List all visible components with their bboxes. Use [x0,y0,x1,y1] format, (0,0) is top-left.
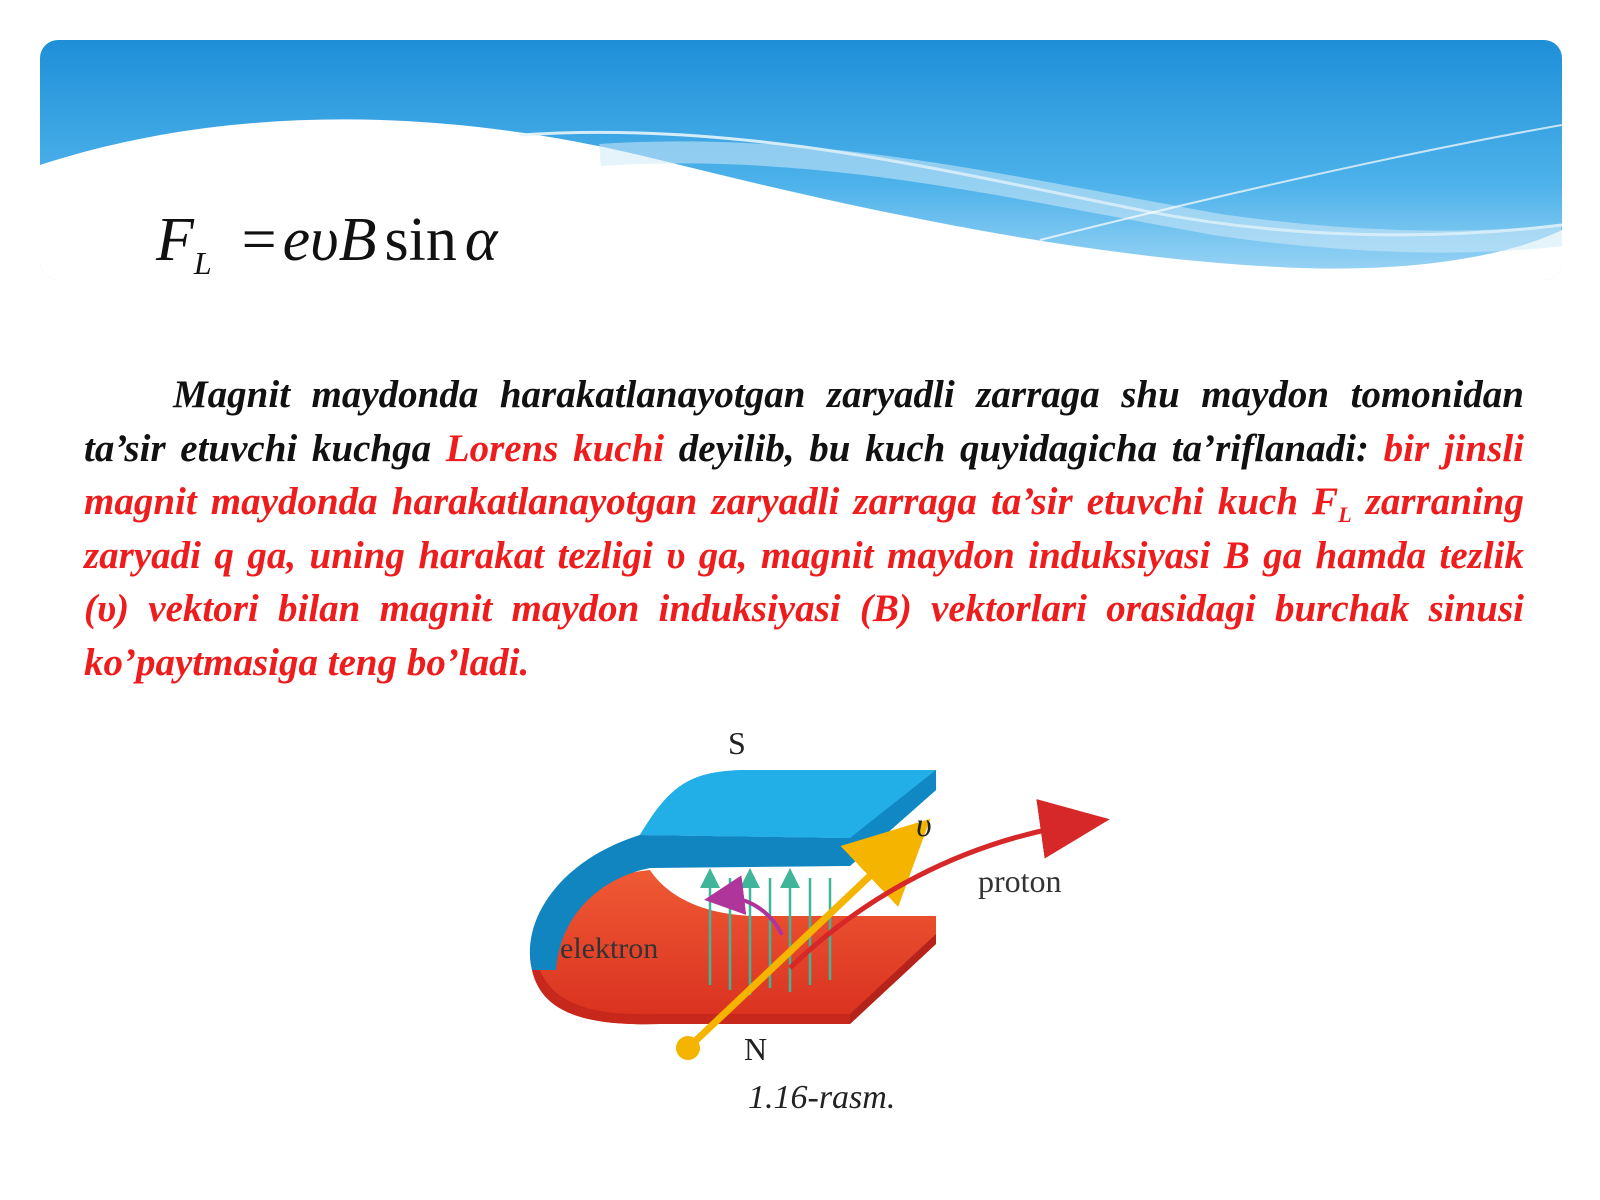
label-s: S [728,730,746,761]
lorens-kuchi-term: Lorens kuchi [445,426,665,470]
formula-sin: sin [384,206,457,274]
formula-lhs: F [156,206,194,274]
definition-subscript: L [1338,502,1352,527]
label-v: υ [916,807,932,844]
formula-equals: = [241,206,277,274]
particle-dot [676,1036,700,1060]
label-n: N [744,1031,768,1067]
label-elektron: elektron [560,932,659,965]
magnet-diagram [520,730,1140,1150]
paragraph-intro: Magnit maydonda harakatlanayotgan zaryadli zarraga shu maydon tomonidan ta’sir etuvchi kuchga [84,373,1524,470]
definition-paragraph [84,368,1524,689]
paragraph-bridge: deyilib, bu kuch quyidagicha ta’riflanadi: [664,426,1384,470]
figure-caption: 1.16-rasm. [748,1079,896,1116]
formula-rhs-product: eυB [282,206,377,274]
formula-angle: α [464,206,498,274]
label-proton: proton [978,863,1062,899]
definition-part-2: zarraning zaryadi q ga, uning harakat tezligi υ ga, magnit maydon induksiyasi B ga hamda tezlik (υ) vektori bilan magnit maydon induksiyasi (B) vektorlari orasidagi burchak sinusi ko’paytmasiga teng bo’ladi. [84,480,1525,684]
formula-lhs-subscript: L [193,245,212,281]
definition-part-1: bir jinsli magnit maydonda harakatlanayotgan zaryadli zarraga ta’sir etuvchi kuch F [84,426,1524,523]
lorentz-force-formula [156,205,497,282]
